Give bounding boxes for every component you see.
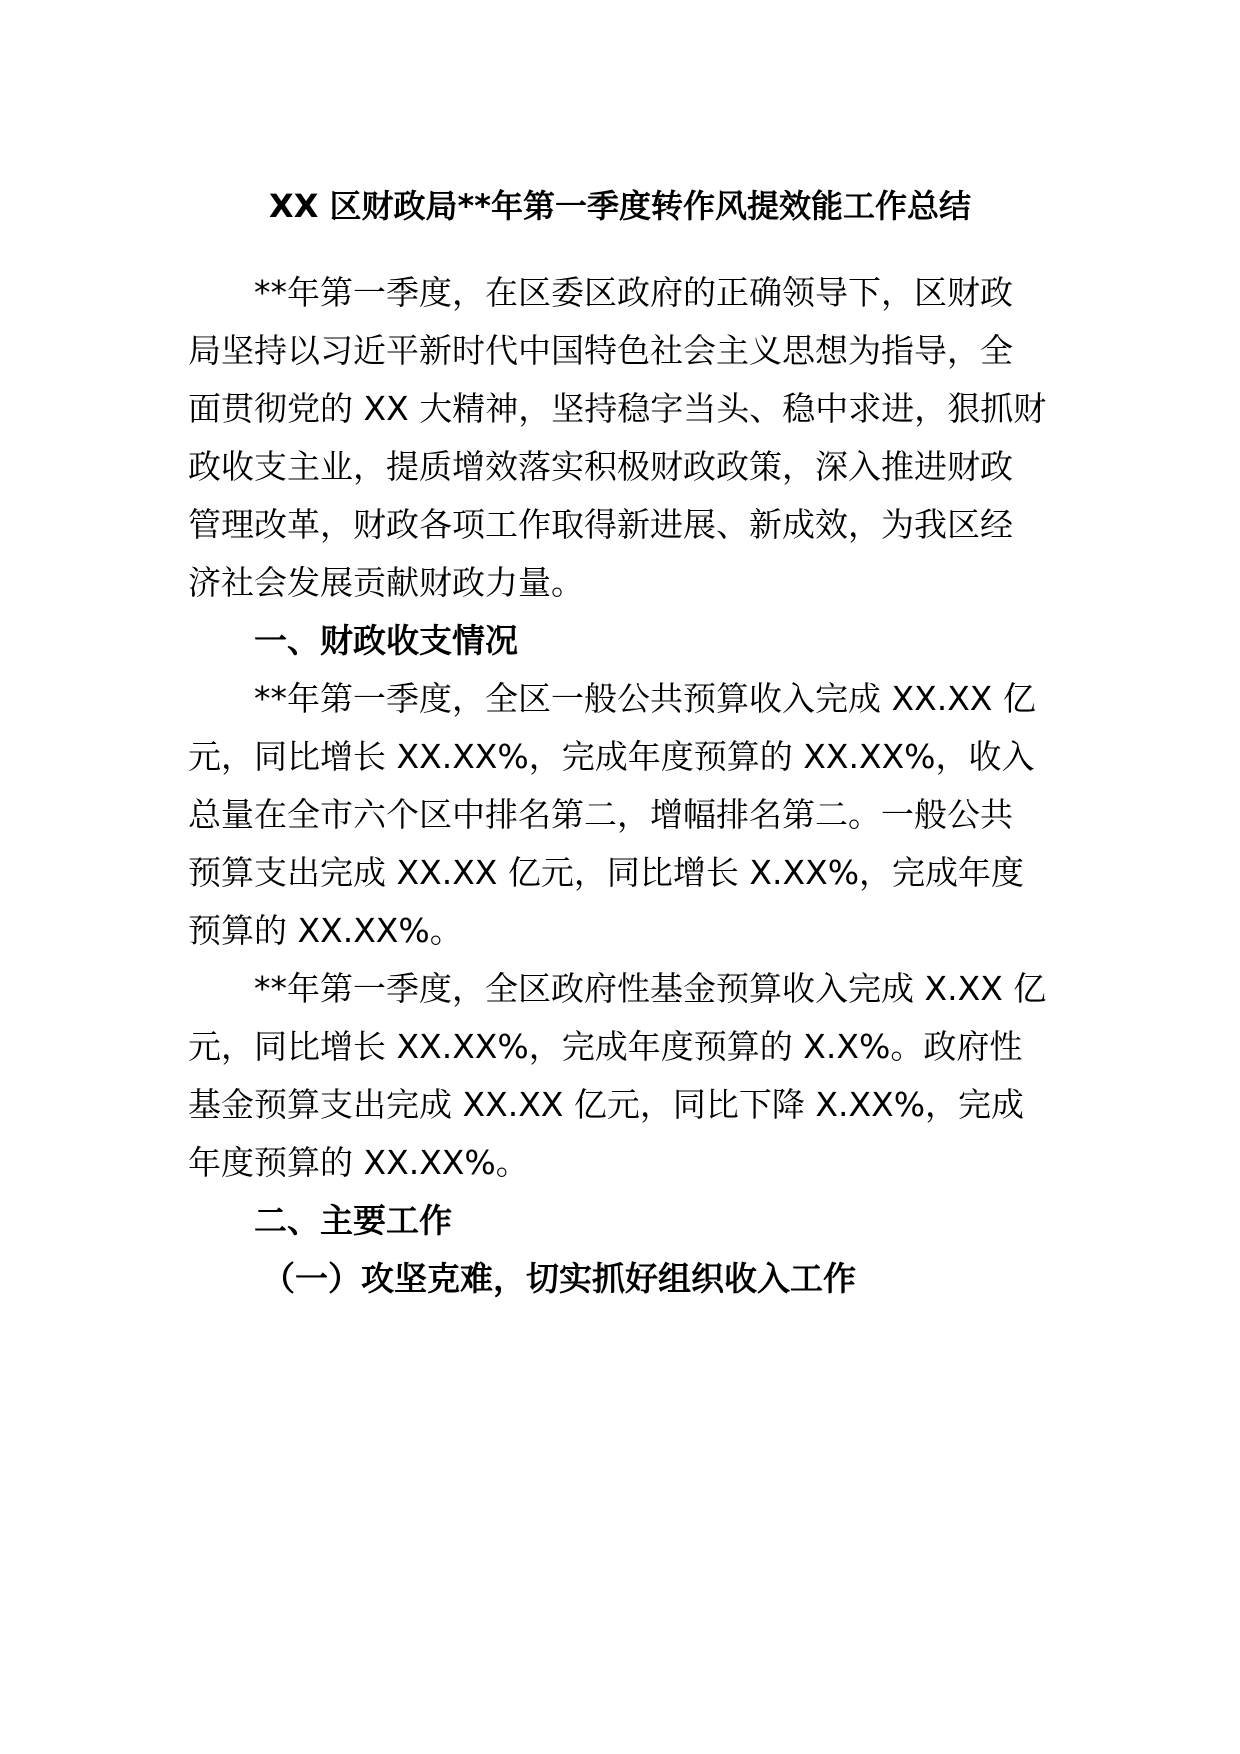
paragraph-1-line-2: 局坚持以习近平新时代中国特色社会主义思想为指导，全 [188, 331, 1013, 370]
section-heading-2: 二、主要工作 [254, 1201, 452, 1240]
paragraph-1-line-6: 济社会发展贡献财政力量。 [188, 563, 584, 602]
paragraph-2-line-3: 总量在全市六个区中排名第二，增幅排名第二。一般公共 [188, 795, 1013, 834]
paragraph-2-line-4: 预算支出完成 XX.XX 亿元，同比增长 X.XX%，完成年度 [188, 853, 1025, 892]
paragraph-1-line-4: 政收支主业，提质增效落实积极财政政策，深入推进财政 [188, 447, 1013, 486]
paragraph-2-line-2: 元，同比增长 XX.XX%，完成年度预算的 XX.XX%，收入 [188, 737, 1035, 776]
section-heading-1: 一、财政收支情况 [254, 621, 518, 660]
paragraph-1-line-5: 管理改革，财政各项工作取得新进展、新成效，为我区经 [188, 505, 1013, 544]
paragraph-3-line-3: 基金预算支出完成 XX.XX 亿元，同比下降 X.XX%，完成 [188, 1085, 1025, 1124]
paragraph-2-line-5: 预算的 XX.XX%。 [188, 911, 463, 950]
paragraph-3-line-1: **年第一季度，全区政府性基金预算收入完成 X.XX 亿 [254, 969, 1047, 1008]
paragraph-3-line-4: 年度预算的 XX.XX%。 [188, 1143, 529, 1182]
subsection-heading-1: （一）攻坚克难，切实抓好组织收入工作 [262, 1259, 856, 1298]
paragraph-1-line-3: 面贯彻党的 XX 大精神，坚持稳字当头、稳中求进，狠抓财 [188, 389, 1047, 428]
paragraph-2-line-1: **年第一季度，全区一般公共预算收入完成 XX.XX 亿 [254, 679, 1036, 718]
paragraph-1-line-1: **年第一季度，在区委区政府的正确领导下，区财政 [254, 273, 1013, 312]
paragraph-3-line-2: 元，同比增长 XX.XX%，完成年度预算的 X.X%。政府性 [188, 1027, 1023, 1066]
document-title: XX 区财政局**年第一季度转作风提效能工作总结 [269, 187, 971, 225]
